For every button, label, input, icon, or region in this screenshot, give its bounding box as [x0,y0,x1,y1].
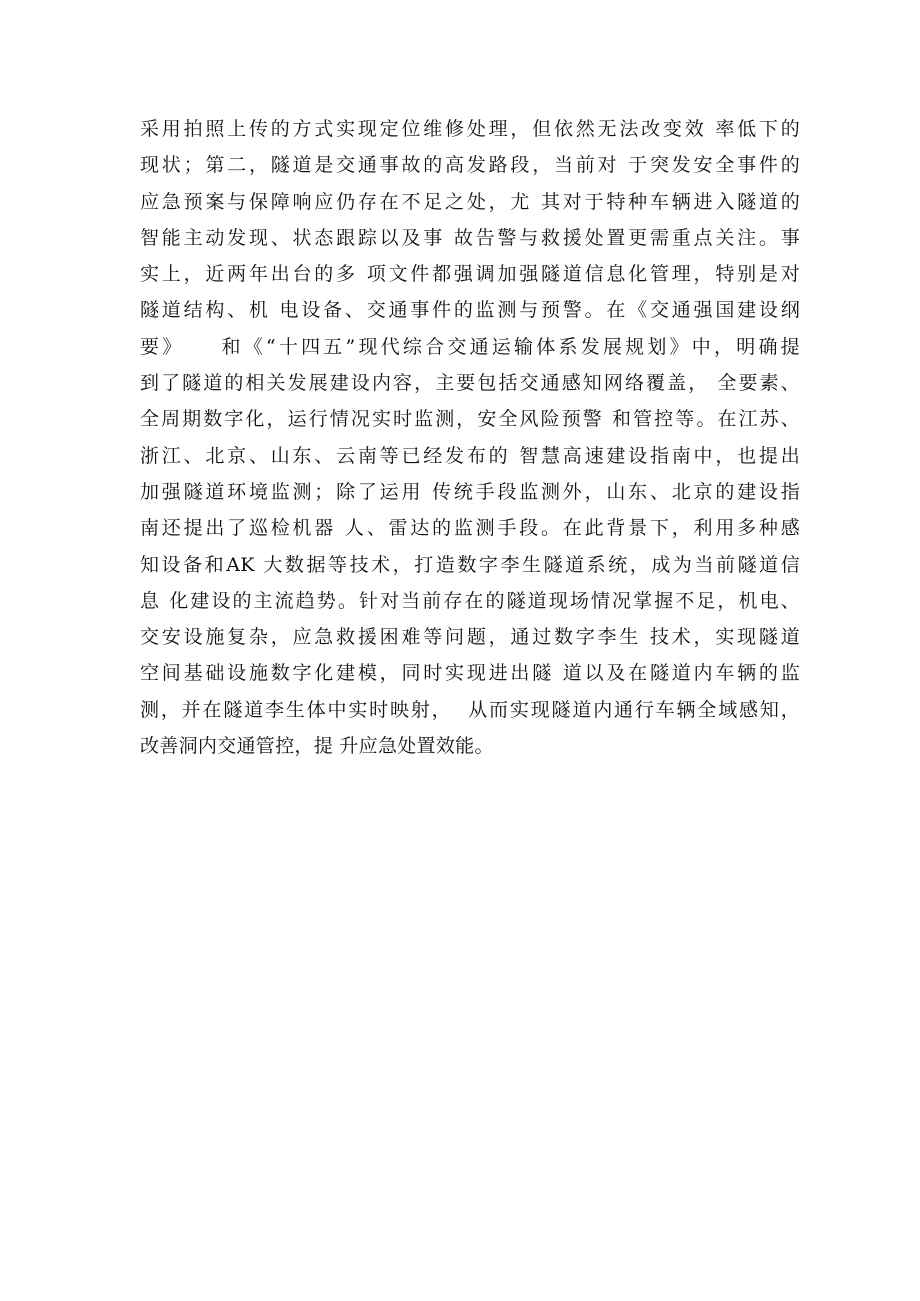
text-line: 要》 和《“十四五”现代综合交通运输体系发展规划》中，明确提 [140,335,800,358]
text-line: 浙江、北京、山东、云南等已经发布的 智慧高速建设指南中，也提出 [140,444,800,467]
text-line: 知设备和AK 大数据等技术，打造数字李生隧道系统，成为当前隧道信 [140,553,800,576]
text-line: 加强隧道环境监测；除了运用 传统手段监测外，山东、北京的建设指 [140,480,800,503]
text-line: 息 化建设的主流趋势。针对当前存在的隧道现场情况掌握不足，机电、 [140,589,800,612]
text-line: 智能主动发现、状态跟踪以及事 故告警与救援处置更需重点关注。事 [140,226,800,249]
text-line: 采用拍照上传的方式实现定位维修处理，但依然无法改变效 率低下的 [140,118,800,140]
text-line: 测，并在隧道李生体中实时映射， 从而实现隧道内通行车辆全域感知， [140,698,800,721]
text-line: 实上，近两年出台的多 项文件都强调加强隧道信息化管理，特别是对 [140,263,800,286]
text-line: 应急预案与保障响应仍存在不足之处，尤 其对于特种车辆进入隧道的 [140,190,800,213]
text-line: 隧道结构、机 电设备、交通事件的监测与预警。在《交通强国建设纲 [140,299,800,322]
text-line: 现状；第二，隧道是交通事故的高发路段，当前对 于突发安全事件的 [140,154,800,177]
text-line: 交安设施复杂，应急救援困难等问题，通过数字李生 技术，实现隧道 [140,626,800,649]
text-line: 空间基础设施数字化建模，同时实现进出隧 道以及在隧道内车辆的监 [140,662,800,685]
text-line: 改善洞内交通管控，提 升应急处置效能。 [140,735,494,758]
text-line: 南还提出了巡检机器 人、雷达的监测手段。在此背景下，利用多种感 [140,517,800,540]
text-line: 全周期数字化，运行情况实时监测，安全风险预警 和管控等。在江苏、 [140,408,800,431]
text-line: 到了隧道的相关发展建设内容，主要包括交通感知网络覆盖， 全要素、 [140,372,800,395]
body-paragraph [140,111,800,764]
